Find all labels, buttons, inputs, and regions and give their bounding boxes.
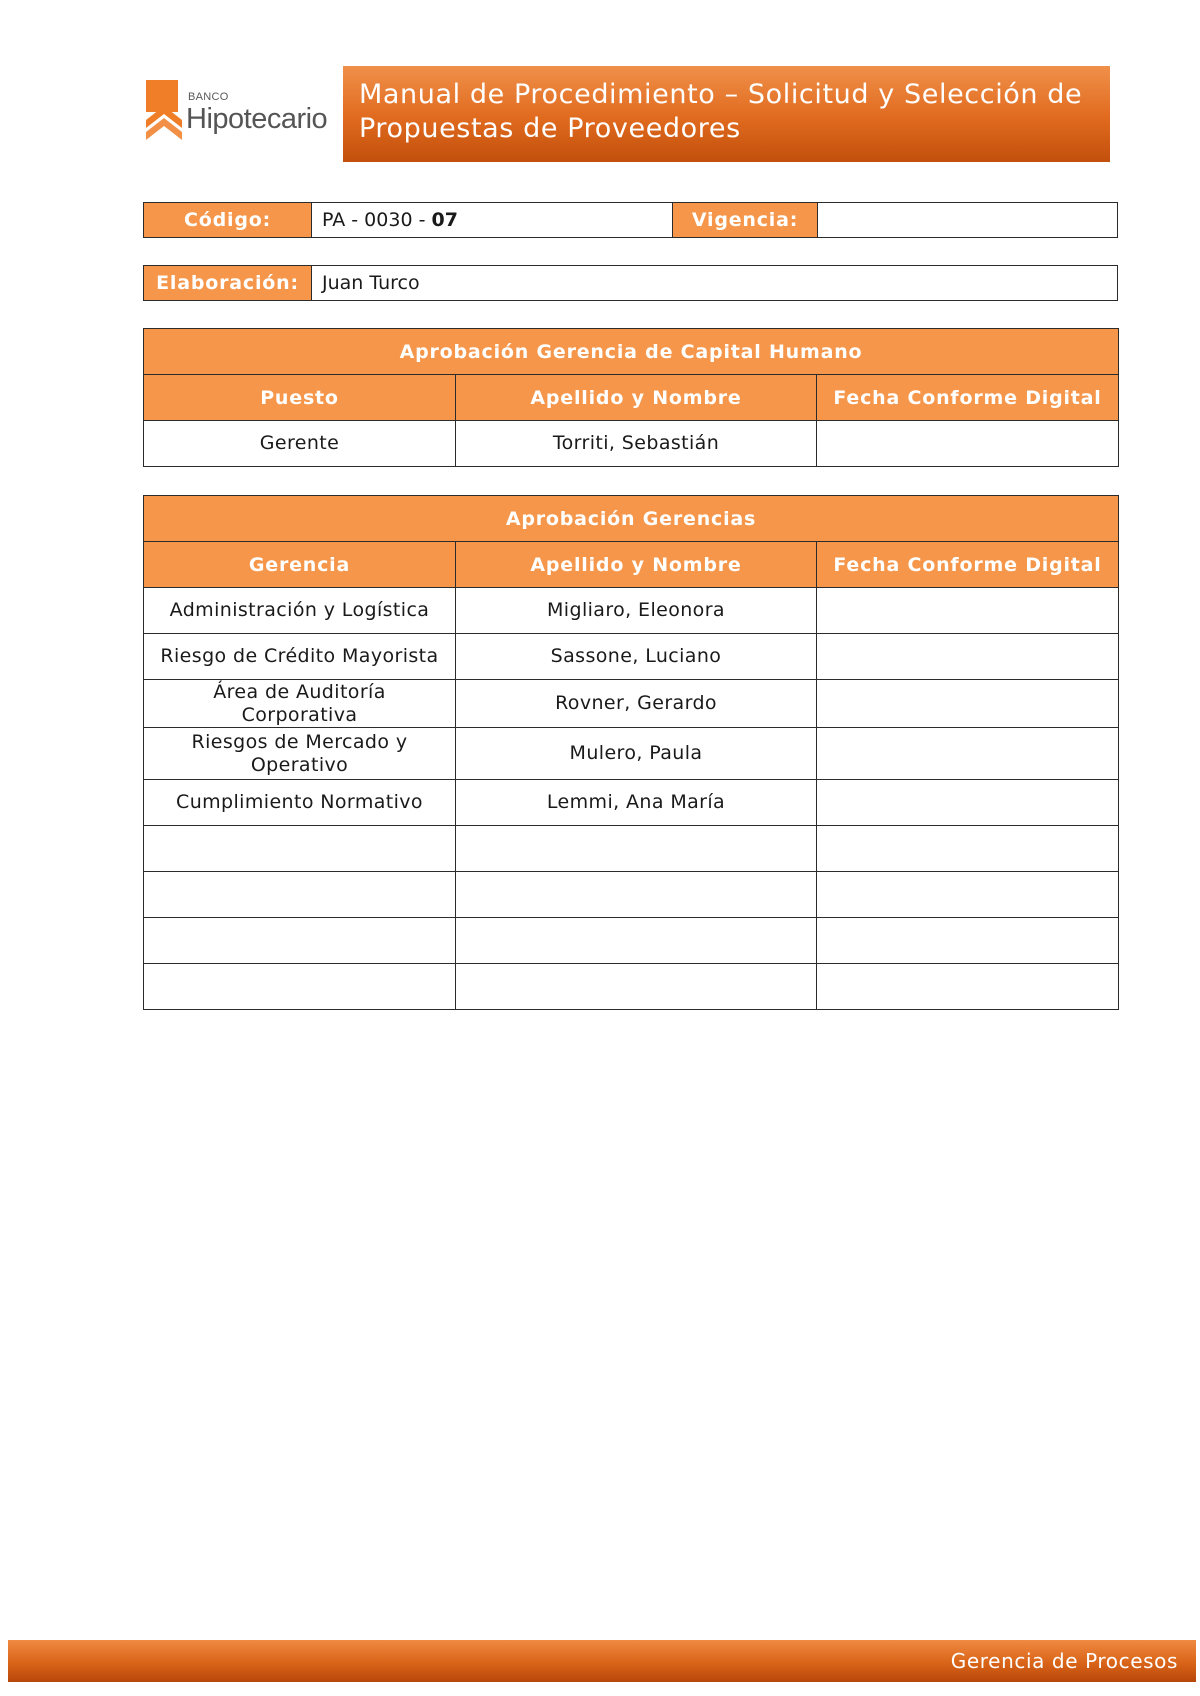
- table-cell: [817, 918, 1119, 964]
- page-footer: [8, 1640, 1196, 1682]
- logo-bank-name: Hipotecario: [186, 103, 328, 135]
- table-cell: [456, 964, 817, 1010]
- table-cell: [817, 680, 1119, 728]
- table-row: [144, 826, 1119, 872]
- table-row: [144, 421, 1119, 467]
- gerencias-table: [143, 495, 1119, 1010]
- table-cell: Riesgo de Crédito Mayorista: [144, 634, 456, 680]
- vigencia-label: Vigencia:: [673, 203, 818, 237]
- logo-bank-prefix: BANCO: [188, 91, 229, 103]
- vigencia-value: [818, 203, 1117, 237]
- document-title: Manual de Procedimiento – Solicitud y Selección de Propuestas de Proveedores: [343, 66, 1110, 162]
- table-cell: [144, 964, 456, 1010]
- table-cell: [817, 421, 1119, 467]
- table-cell: Rovner, Gerardo: [456, 680, 817, 728]
- table-cell: [817, 964, 1119, 1010]
- table-cell: Cumplimiento Normativo: [144, 780, 456, 826]
- table-cell: [817, 826, 1119, 872]
- table-cell: [144, 826, 456, 872]
- table-cell: [817, 728, 1119, 780]
- table-cell: [456, 918, 817, 964]
- table-row: [144, 588, 1119, 634]
- column-header: Apellido y Nombre: [456, 375, 817, 421]
- elaboracion-value: Juan Turco: [322, 272, 420, 294]
- table-row: [144, 918, 1119, 964]
- column-header: Apellido y Nombre: [456, 542, 817, 588]
- table-cell: Gerente: [144, 421, 456, 467]
- table-cell: [817, 872, 1119, 918]
- table-cell: [817, 588, 1119, 634]
- table-row: [144, 780, 1119, 826]
- codigo-value: [312, 203, 673, 237]
- table-cell: Torriti, Sebastián: [456, 421, 817, 467]
- table-row: [144, 634, 1119, 680]
- footer-text: Gerencia de Procesos: [950, 1649, 1178, 1673]
- table-cell: Riesgos de Mercado y Operativo: [144, 728, 456, 780]
- table-row: [144, 964, 1119, 1010]
- column-header: Puesto: [144, 375, 456, 421]
- codigo-row: [143, 202, 1118, 238]
- elaboracion-row: [143, 265, 1118, 301]
- capital-humano-title: Aprobación Gerencia de Capital Humano: [144, 329, 1119, 375]
- table-row: [144, 680, 1119, 728]
- table-cell: [144, 918, 456, 964]
- table-cell: [817, 634, 1119, 680]
- column-header: Fecha Conforme Digital: [817, 542, 1119, 588]
- table-cell: [144, 872, 456, 918]
- table-cell: [456, 826, 817, 872]
- codigo-label: Código:: [144, 203, 312, 237]
- gerencias-title: Aprobación Gerencias: [144, 496, 1119, 542]
- table-cell: [817, 780, 1119, 826]
- column-header: Fecha Conforme Digital: [817, 375, 1119, 421]
- bank-logo: [146, 74, 342, 148]
- table-row: [144, 728, 1119, 780]
- column-header: Gerencia: [144, 542, 456, 588]
- table-cell: Administración y Logística: [144, 588, 456, 634]
- capital-humano-table: [143, 328, 1119, 467]
- codigo-prefix: PA - 0030 -: [322, 209, 432, 231]
- table-cell: Sassone, Luciano: [456, 634, 817, 680]
- house-logo-icon: [146, 76, 182, 142]
- table-cell: [456, 872, 817, 918]
- table-cell: Lemmi, Ana María: [456, 780, 817, 826]
- table-cell: Área de Auditoría Corporativa: [144, 680, 456, 728]
- table-cell: Mulero, Paula: [456, 728, 817, 780]
- codigo-version: 07: [431, 209, 458, 231]
- elaboracion-label: Elaboración:: [144, 266, 312, 300]
- table-row: [144, 872, 1119, 918]
- table-cell: Migliaro, Eleonora: [456, 588, 817, 634]
